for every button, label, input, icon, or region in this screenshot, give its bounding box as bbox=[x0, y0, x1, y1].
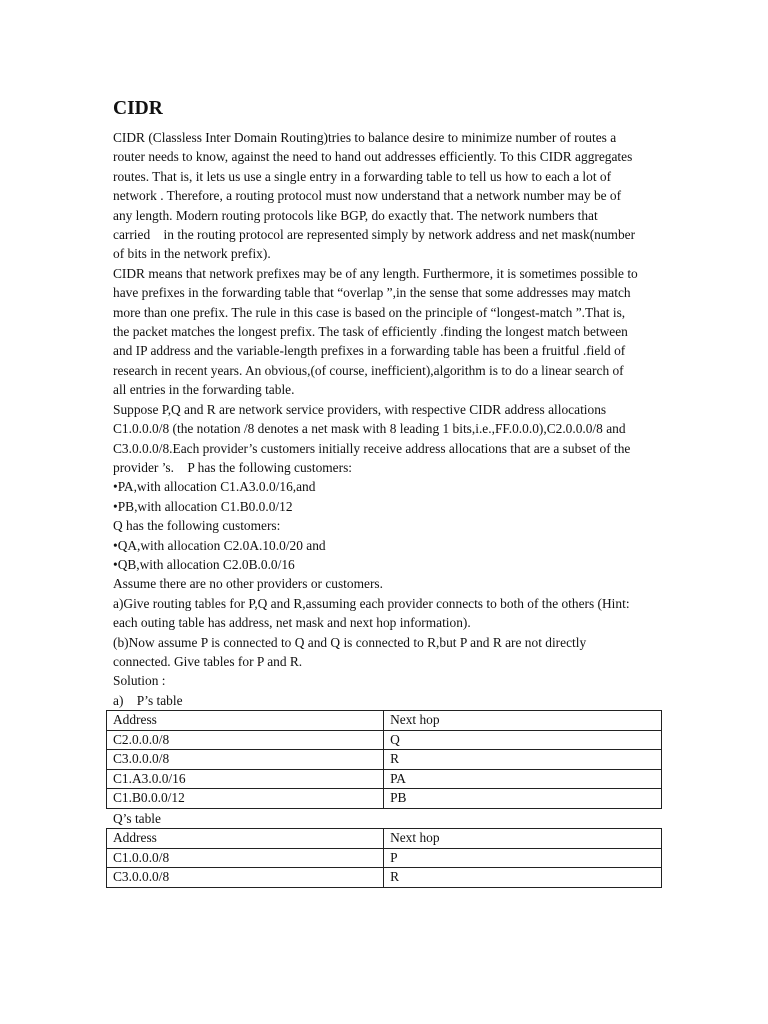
table-cell-next-hop: PB bbox=[384, 789, 662, 809]
text-line: more than one prefix. The rule in this case is based on the principle of “longest-match ”.That is, bbox=[113, 304, 626, 320]
table-cell-address: C1.0.0.0/8 bbox=[107, 848, 384, 868]
table-cell-next-hop: Q bbox=[384, 730, 662, 750]
text-line: •QB,with allocation C2.0B.0.0/16 bbox=[113, 556, 295, 572]
table-cell-address: C2.0.0.0/8 bbox=[107, 730, 384, 750]
text-line: •PB,with allocation C1.B0.0.0/12 bbox=[113, 498, 293, 514]
table-cell-address: C1.B0.0.0/12 bbox=[107, 789, 384, 809]
document-title: CIDR bbox=[113, 98, 163, 119]
document-page bbox=[113, 96, 665, 888]
p-table-header-next-hop: Next hop bbox=[384, 711, 662, 731]
text-line: any length. Modern routing protocols like BGP, do exactly that. The network numbers that bbox=[113, 207, 598, 223]
p-table-header-address: Address bbox=[107, 711, 384, 731]
text-line: CIDR (Classless Inter Domain Routing)tries to balance desire to minimize number of routes a bbox=[113, 130, 617, 145]
text-line: each outing table has address, net mask and next hop information). bbox=[113, 615, 471, 631]
text-line: Q has the following customers: bbox=[113, 518, 281, 534]
table-cell-next-hop: R bbox=[384, 868, 662, 888]
text-line: carried in the routing protocol are represented simply by network address and net mask(number bbox=[113, 227, 636, 243]
table-row bbox=[107, 789, 662, 809]
text-line: CIDR means that network prefixes may be of any length. Furthermore, it is sometimes possible to bbox=[113, 265, 638, 281]
q-table-header-next-hop: Next hop bbox=[384, 829, 662, 849]
text-line: •QA,with allocation C2.0A.10.0/20 and bbox=[113, 537, 326, 553]
text-line: Suppose P,Q and R are network service providers, with respective CIDR address allocations bbox=[113, 401, 607, 417]
q-table-caption: Q’s table bbox=[113, 810, 161, 826]
text-line: a)Give routing tables for P,Q and R,assuming each provider connects to both of the others (Hint: bbox=[113, 595, 630, 611]
text-line: router needs to know, against the need to hand out addresses efficiently. To this CIDR aggregates bbox=[113, 149, 633, 165]
text-line: connected. Give tables for P and R. bbox=[113, 653, 303, 669]
text-line: of bits in the network prefix). bbox=[113, 246, 271, 262]
text-line: provider ’s. P has the following customers: bbox=[113, 459, 353, 475]
table-cell-address: C3.0.0.0/8 bbox=[107, 750, 384, 770]
table-row bbox=[107, 730, 662, 750]
text-line: Assume there are no other providers or customers. bbox=[113, 576, 383, 592]
q-table-header-address: Address bbox=[107, 829, 384, 849]
q-table-header bbox=[107, 829, 662, 849]
table-cell-next-hop: R bbox=[384, 750, 662, 770]
table-cell-next-hop: P bbox=[384, 848, 662, 868]
text-line: network . Therefore, a routing protocol must now understand that a network number may be of bbox=[113, 188, 622, 204]
p-table-header bbox=[107, 711, 662, 731]
text-line: and IP address and the variable-length prefixes in a forwarding table has been a fruitful .field of bbox=[113, 343, 626, 359]
text-line: the packet matches the longest prefix. The task of efficiently .finding the longest match between bbox=[113, 324, 628, 340]
body-text bbox=[113, 128, 665, 710]
p-table bbox=[106, 710, 662, 809]
text-line: have prefixes in the forwarding table that “overlap ”,in the sense that some addresses may match bbox=[113, 285, 631, 301]
text-line: a) P’s table bbox=[113, 692, 183, 708]
table-row bbox=[107, 848, 662, 868]
text-line: C3.0.0.0/8.Each provider’s customers initially receive address allocations that are a subset of the bbox=[113, 440, 631, 456]
table-cell-address: C3.0.0.0/8 bbox=[107, 868, 384, 888]
text-line: Solution : bbox=[113, 673, 166, 689]
text-line: routes. That is, it lets us use a single entry in a forwarding table to tell us how to each a lot of bbox=[113, 168, 612, 184]
text-line: all entries in the forwarding table. bbox=[113, 382, 295, 398]
q-table bbox=[106, 828, 662, 888]
text-line: C1.0.0.0/8 (the notation /8 denotes a net mask with 8 leading 1 bits,i.e.,FF.0.0.0),C2.0.0.0/8 and bbox=[113, 421, 626, 437]
text-line: •PA,with allocation C1.A3.0.0/16,and bbox=[113, 479, 316, 495]
table-row bbox=[107, 769, 662, 789]
table-cell-address: C1.A3.0.0/16 bbox=[107, 769, 384, 789]
table-row bbox=[107, 868, 662, 888]
table-row bbox=[107, 750, 662, 770]
text-line: (b)Now assume P is connected to Q and Q is connected to R,but P and R are not directly bbox=[113, 634, 587, 650]
text-line: research in recent years. An obvious,(of course, inefficient),algorithm is to do a linear search of bbox=[113, 362, 624, 378]
table-cell-next-hop: PA bbox=[384, 769, 662, 789]
